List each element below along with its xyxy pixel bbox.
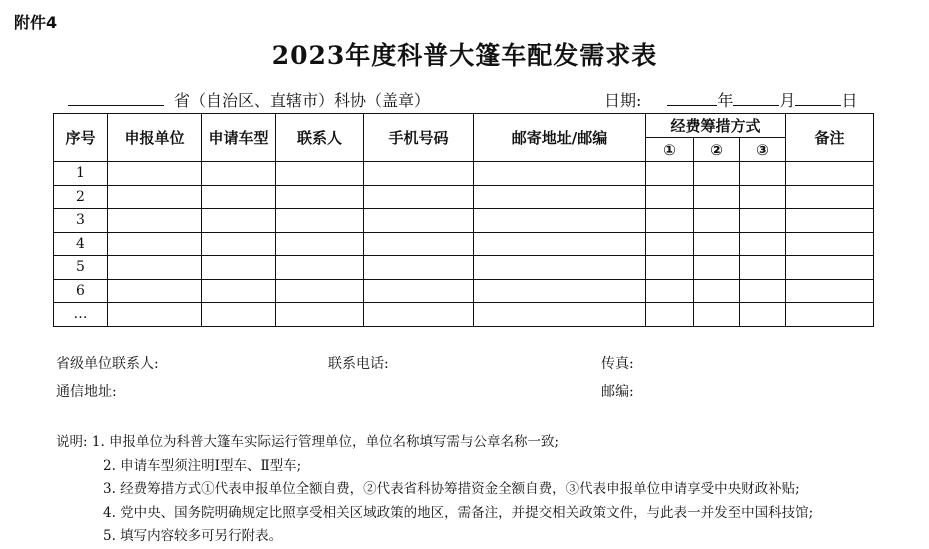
note-item [56, 478, 813, 502]
header-address: 邮寄地址/邮编 [474, 114, 646, 162]
cell-unit[interactable] [108, 279, 202, 303]
cell-funding-2[interactable] [694, 162, 740, 186]
month-blank[interactable] [733, 89, 779, 106]
table-row [54, 162, 874, 186]
province-blank[interactable] [68, 89, 164, 106]
province-label: 省（自治区、直辖市）科协（盖章） [174, 91, 431, 110]
page-title: 2023年度科普大篷车配发需求表 [271, 41, 658, 70]
cell-funding-1[interactable] [646, 209, 694, 233]
cell-contact[interactable] [276, 162, 364, 186]
cell-remark[interactable] [786, 279, 874, 303]
cell-unit[interactable] [108, 185, 202, 209]
note-text: 5. 填写内容较多可另行附表。 [103, 528, 283, 544]
cell-contact[interactable] [276, 256, 364, 280]
cell-type[interactable] [202, 209, 276, 233]
cell-funding-3[interactable] [740, 162, 786, 186]
cell-funding-2[interactable] [694, 303, 740, 327]
cell-phone[interactable] [364, 162, 474, 186]
cell-funding-2[interactable] [694, 256, 740, 280]
cell-funding-2[interactable] [694, 232, 740, 256]
cell-funding-1[interactable] [646, 162, 694, 186]
cell-phone[interactable] [364, 232, 474, 256]
funding-option-1: ① [646, 138, 694, 162]
cell-funding-3[interactable] [740, 232, 786, 256]
table-row [54, 209, 874, 233]
cell-unit[interactable] [108, 303, 202, 327]
cell-contact[interactable] [276, 209, 364, 233]
note-text: 3. 经费筹措方式①代表申报单位全额自费，②代表省科协筹措资金全额自费，③代表申报单位申请享受中央财政补贴; [103, 481, 800, 497]
cell-type[interactable] [202, 185, 276, 209]
cell-address[interactable] [474, 185, 646, 209]
cell-phone[interactable] [364, 256, 474, 280]
cell-remark[interactable] [786, 303, 874, 327]
table-row [54, 256, 874, 280]
cell-phone[interactable] [364, 303, 474, 327]
cell-phone[interactable] [364, 209, 474, 233]
cell-remark[interactable] [786, 256, 874, 280]
note-text: 1. 申报单位为科普大篷车实际运行管理单位，单位名称填写需与公章名称一致; [91, 434, 560, 450]
header-contact: 联系人 [276, 114, 364, 162]
cell-funding-3[interactable] [740, 256, 786, 280]
cell-remark[interactable] [786, 232, 874, 256]
cell-address[interactable] [474, 162, 646, 186]
cell-contact[interactable] [276, 279, 364, 303]
table-row [54, 232, 874, 256]
cell-type[interactable] [202, 232, 276, 256]
header-unit: 申报单位 [108, 114, 202, 162]
request-table [53, 113, 874, 327]
fax-label: 传真: [601, 356, 634, 372]
cell-funding-2[interactable] [694, 209, 740, 233]
cell-funding-3[interactable] [740, 279, 786, 303]
cell-remark[interactable] [786, 209, 874, 233]
cell-contact[interactable] [276, 185, 364, 209]
day-blank[interactable] [795, 89, 841, 106]
cell-address[interactable] [474, 232, 646, 256]
cell-type[interactable] [202, 162, 276, 186]
notes-section [56, 431, 813, 549]
cell-funding-2[interactable] [694, 279, 740, 303]
cell-type[interactable] [202, 256, 276, 280]
table-row [54, 279, 874, 303]
note-item [56, 525, 813, 549]
month-label: 月 [779, 91, 796, 110]
cell-phone[interactable] [364, 185, 474, 209]
note-item [56, 502, 813, 526]
cell-address[interactable] [474, 209, 646, 233]
day-label: 日 [841, 91, 858, 110]
cell-funding-1[interactable] [646, 279, 694, 303]
cell-funding-1[interactable] [646, 232, 694, 256]
phone-label: 联系电话: [328, 356, 389, 372]
cell-address[interactable] [474, 256, 646, 280]
note-text: 4. 党中央、国务院明确规定比照享受相关区域政策的地区，需备注，并提交相关政策文件，与此表一并发至中国科技馆; [103, 504, 814, 521]
row-number: … [54, 303, 108, 327]
cell-funding-3[interactable] [740, 185, 786, 209]
cell-unit[interactable] [108, 209, 202, 233]
attachment-label: 附件4 [14, 13, 58, 32]
row-number: 1 [54, 162, 108, 186]
note-item [56, 431, 813, 455]
cell-address[interactable] [474, 303, 646, 327]
table-row [54, 185, 874, 209]
cell-funding-2[interactable] [694, 185, 740, 209]
notes-prefix: 说明: [56, 434, 88, 450]
date-label: 日期: [604, 91, 642, 110]
row-number: 6 [54, 279, 108, 303]
cell-funding-3[interactable] [740, 209, 786, 233]
cell-funding-3[interactable] [740, 303, 786, 327]
note-text: 2. 申请车型须注明Ⅰ型车、Ⅱ型车; [103, 457, 302, 474]
table-row [54, 303, 874, 327]
funding-option-2: ② [694, 138, 740, 162]
address-label: 通信地址: [56, 384, 117, 400]
postcode-label: 邮编: [601, 384, 634, 400]
cell-unit[interactable] [108, 162, 202, 186]
header-remark: 备注 [786, 114, 874, 162]
header-seq: 序号 [54, 114, 108, 162]
cell-funding-1[interactable] [646, 185, 694, 209]
header-phone: 手机号码 [364, 114, 474, 162]
cell-contact[interactable] [276, 303, 364, 327]
cell-type[interactable] [202, 279, 276, 303]
cell-phone[interactable] [364, 279, 474, 303]
cell-type[interactable] [202, 303, 276, 327]
funding-option-3: ③ [740, 138, 786, 162]
cell-contact[interactable] [276, 232, 364, 256]
cell-address[interactable] [474, 279, 646, 303]
row-number: 3 [54, 209, 108, 233]
provincial-contact-label: 省级单位联系人: [56, 356, 159, 372]
cell-remark[interactable] [786, 162, 874, 186]
header-vehicle-type: 申请车型 [202, 114, 276, 162]
cell-unit[interactable] [108, 232, 202, 256]
date-line [604, 88, 857, 111]
cell-remark[interactable] [786, 185, 874, 209]
cell-funding-1[interactable] [646, 256, 694, 280]
row-number: 2 [54, 185, 108, 209]
year-blank[interactable] [667, 89, 717, 106]
cell-unit[interactable] [108, 256, 202, 280]
row-number: 5 [54, 256, 108, 280]
province-line [68, 88, 430, 111]
note-item [56, 455, 813, 479]
row-number: 4 [54, 232, 108, 256]
cell-funding-1[interactable] [646, 303, 694, 327]
year-label: 年 [717, 91, 734, 110]
header-funding: 经费筹措方式 [646, 114, 786, 138]
